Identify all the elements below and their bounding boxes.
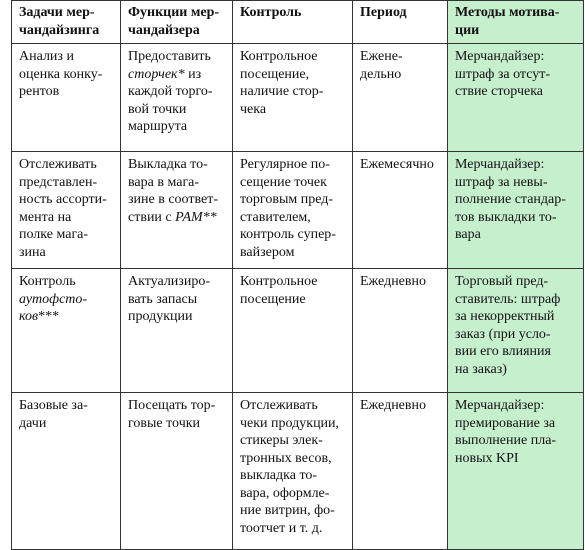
cell-period [353, 393, 448, 550]
cell-line: маршрута [128, 119, 188, 134]
cell-line: Контрольное [240, 49, 318, 64]
cell-motivation [448, 269, 584, 393]
cell-line: стикеры элек- [240, 433, 323, 448]
cell-line: посещение, [240, 66, 310, 82]
cell-line [128, 209, 227, 227]
cell-line: Ежемесячно [360, 157, 434, 172]
cell-line: Контроль [19, 274, 76, 289]
cell-line: оценка конку- [19, 66, 103, 82]
table-row [12, 269, 584, 393]
cell-line: мента на [19, 209, 72, 225]
cell-line: Контрольное [240, 274, 318, 289]
cell-functions [121, 269, 233, 393]
cell-line: Базовые за- [19, 398, 88, 413]
cell-line: тоотчет и т. д. [240, 520, 323, 536]
cell-line: каждой торго- [128, 84, 213, 99]
cell-line: Отслеживать [240, 398, 318, 413]
cell-line: Актуализиро- [128, 274, 210, 289]
cell-control [233, 269, 353, 393]
cell-line: вии его влияния [455, 344, 551, 359]
cell-line: полке мага- [19, 227, 89, 242]
header-control-line: Контроль [240, 5, 302, 20]
cell-text: из [184, 66, 202, 82]
italic-term: сторчек* [128, 66, 185, 82]
cell-text: *** [38, 309, 60, 324]
merchandising-tasks-table [11, 0, 584, 550]
header-motivation [448, 1, 584, 44]
cell-line: полнение стандар- [455, 192, 566, 207]
cell-line: Ежедневно [360, 398, 427, 413]
cell-line: ность ассорти- [19, 192, 107, 207]
cell-tasks [12, 152, 121, 269]
table-row [12, 152, 584, 269]
header-functions [121, 1, 233, 44]
cell-line: зине в соответ- [128, 192, 219, 207]
cell-line: наличие стор- [240, 84, 324, 99]
cell-tasks [12, 393, 121, 550]
cell-line: контроль супер- [240, 227, 336, 242]
cell-functions [121, 152, 233, 269]
cell-line: торговым пред- [240, 192, 334, 207]
cell-line: вара в мага- [128, 174, 200, 190]
cell-line [19, 291, 115, 309]
cell-line: Анализ и [19, 49, 74, 64]
header-motivation-line: Методы мотива- [455, 5, 560, 20]
header-tasks [12, 1, 121, 44]
cell-line: Выкладка то- [128, 157, 208, 172]
cell-line: за некорректный [455, 309, 555, 324]
cell-line: тронных весов, [240, 450, 332, 466]
cell-line: Мерчандайзер: [455, 398, 545, 413]
cell-line: чеки продукции, [240, 415, 340, 431]
header-motivation-line: ции [455, 22, 480, 38]
table-header-row [12, 1, 584, 44]
header-period [353, 1, 448, 44]
cell-line: Ежедневно [360, 274, 427, 289]
cell-line: штраф за отсут- [455, 66, 551, 82]
table-row [12, 393, 584, 550]
header-functions-line: чандайзера [128, 22, 200, 38]
cell-line: Мерчандайзер: [455, 157, 545, 172]
cell-line: ставителем, [240, 209, 311, 225]
cell-control [233, 152, 353, 269]
cell-motivation [448, 44, 584, 152]
cell-line [19, 308, 115, 326]
cell-line: Еженe- [360, 49, 403, 64]
italic-term: аутофсто- [19, 291, 88, 307]
cell-line: вать запасы [128, 291, 198, 307]
cell-text: ствии с [128, 209, 176, 225]
cell-line: дачи [19, 415, 47, 431]
cell-line: премирование за [455, 415, 556, 431]
cell-line: рентов [19, 84, 60, 99]
cell-line: Посещать тор- [128, 398, 216, 413]
cell-line: зина [19, 244, 46, 260]
cell-line: заказ (при усло- [455, 326, 551, 342]
header-tasks-line: Задачи мер- [19, 5, 95, 20]
cell-line: ствие сторчека [455, 84, 544, 99]
cell-line: продукции [128, 309, 193, 324]
cell-functions [121, 44, 233, 152]
cell-line: чека [240, 101, 267, 117]
cell-line: вара [455, 227, 481, 242]
italic-term: РАМ** [175, 209, 217, 225]
cell-line: вайзером [240, 244, 295, 260]
cell-line: новых KPI [455, 450, 519, 466]
cell-line: сещение точек [240, 174, 327, 190]
cell-line: Регулярное по- [240, 157, 330, 172]
cell-period [353, 152, 448, 269]
cell-line: дельно [360, 66, 402, 82]
cell-line: вой точки [128, 101, 187, 117]
cell-line: ние витрин, фо- [240, 503, 335, 518]
header-functions-line: Функции мер- [128, 5, 220, 20]
cell-line: Мерчандайзер: [455, 49, 545, 64]
header-control [233, 1, 353, 44]
cell-line: выкладка то- [240, 468, 318, 483]
cell-tasks [12, 269, 121, 393]
table-row [12, 44, 584, 152]
italic-term: ков [19, 309, 39, 324]
cell-motivation [448, 152, 584, 269]
cell-functions [121, 393, 233, 550]
header-period-line: Период [360, 5, 407, 20]
cell-line: штраф за невы- [455, 174, 548, 190]
cell-line: вара, оформле- [240, 485, 330, 501]
cell-line: Торговый пред- [455, 274, 549, 289]
merchandising-table-container [11, 0, 584, 550]
cell-line: Предоставить [128, 49, 211, 64]
cell-line: ставитель: штраф [455, 291, 561, 307]
cell-line: говые точки [128, 415, 201, 431]
cell-control [233, 393, 353, 550]
cell-period [353, 44, 448, 152]
cell-tasks [12, 44, 121, 152]
header-tasks-line: чандайзинга [19, 22, 100, 38]
cell-line: посещение [240, 291, 306, 307]
cell-line [128, 66, 227, 84]
cell-period [353, 269, 448, 393]
cell-motivation [448, 393, 584, 550]
cell-line: тов выкладки то- [455, 209, 557, 225]
cell-line: выполнение пла- [455, 433, 557, 448]
cell-line: на заказ) [455, 361, 507, 377]
cell-line: представлен- [19, 174, 98, 190]
cell-control [233, 44, 353, 152]
cell-line: Отслеживать [19, 157, 97, 172]
